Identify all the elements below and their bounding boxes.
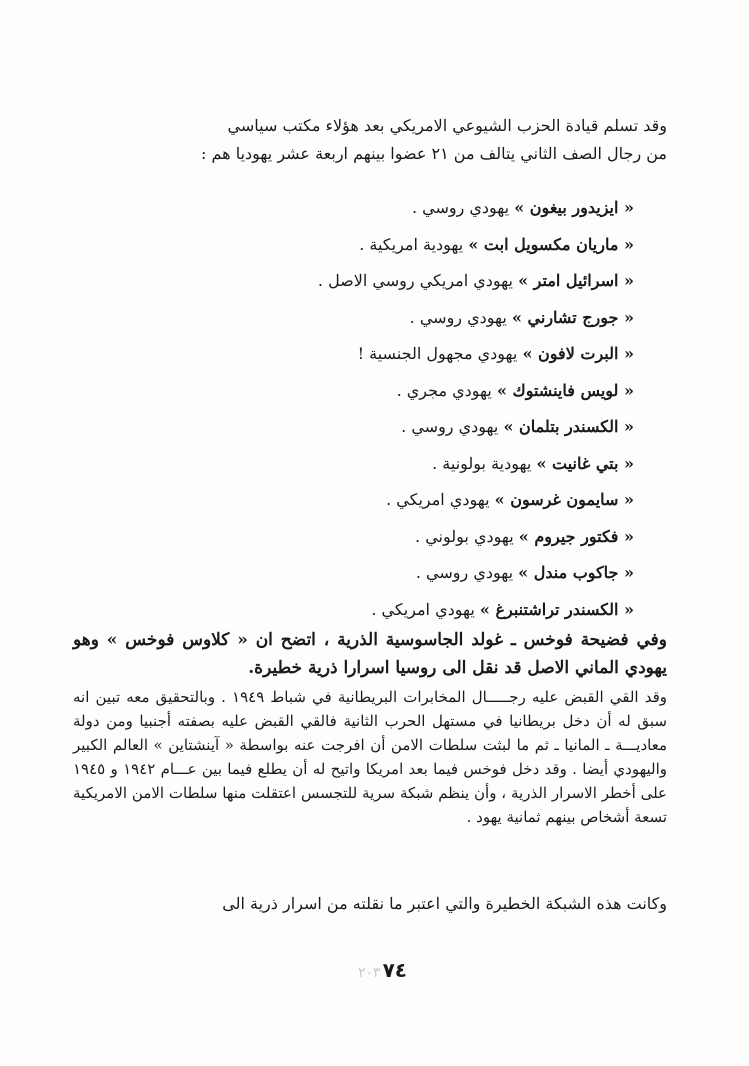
- member-name: « جاكوب مندل »: [518, 563, 634, 582]
- member-description: يهودي بولوني .: [415, 526, 514, 546]
- member-description: يهودي امريكي روسي الاصل .: [317, 271, 513, 290]
- list-item: [114, 373, 634, 410]
- member-name: « لويس فاينشتوك »: [496, 380, 634, 400]
- list-item: [114, 190, 634, 227]
- member-name: « جورج تشارني »: [511, 307, 634, 327]
- list-item: [114, 409, 634, 446]
- member-name: « ماريان مكسويل ابت »: [468, 234, 634, 254]
- member-name: « الكسندر تراشتنبرغ »: [479, 599, 634, 619]
- list-item: [114, 482, 634, 519]
- member-description: يهودي مجهول الجنسية !: [357, 344, 518, 363]
- member-name: « اسرائيل امتر »: [518, 271, 634, 290]
- intro-line-2: من رجال الصف الثاني يتالف من ٢١ عضوا بينهم اربعة عشر يهوديا هم :: [201, 144, 667, 163]
- member-name: « الكسندر بتلمان »: [503, 417, 634, 436]
- page-number-value: ٧٤: [382, 958, 407, 982]
- member-description: يهودي روسي .: [415, 563, 514, 582]
- fuchs-paragraph-bold: وفي فضيحة فوخس ـ غولد الجاسوسية الذرية ، اتضح ان « كلاوس فوخس » وهو يهودي الماني الاصل قد نقل الى روسيا اسرارا ذرية خطيرة.: [73, 630, 667, 678]
- member-description: يهودي روسي .: [401, 417, 499, 436]
- list-item: [114, 519, 634, 556]
- page-number-mark: ٢٠٣: [358, 965, 381, 981]
- member-description: يهودي امريكي .: [386, 490, 490, 509]
- members-list: [114, 190, 634, 628]
- list-item: [114, 263, 634, 300]
- member-name: « سايمون غرسون »: [494, 490, 634, 509]
- list-item: [114, 227, 634, 264]
- list-item: [114, 300, 634, 337]
- member-name: « ايزيدور بيغون »: [514, 198, 634, 217]
- list-item: [114, 555, 634, 592]
- member-description: يهودي روسي .: [411, 198, 510, 217]
- intro-paragraph: [77, 112, 667, 168]
- member-name: « البرت لافون »: [522, 344, 634, 363]
- list-item: [114, 592, 634, 629]
- network-paragraph: وكانت هذه الشبكة الخطيرة والتي اعتبر ما نقلته من اسرار ذرية الى: [222, 894, 667, 913]
- intro-line-1: وقد تسلم قيادة الحزب الشيوعي الامريكي بعد هؤلاء مكتب سياسي: [227, 116, 667, 135]
- member-name: « فكتور جيروم »: [518, 526, 634, 546]
- list-item: [114, 446, 634, 483]
- member-description: يهودية امريكية .: [359, 234, 464, 254]
- page-number: [358, 958, 418, 982]
- member-description: يهودي امريكي .: [371, 599, 475, 619]
- list-item: [114, 336, 634, 373]
- member-name: « بتي غانيت »: [536, 453, 634, 473]
- member-description: يهودي مجري .: [396, 380, 492, 400]
- fuchs-arrest-paragraph: وقد القي القبض عليه رجـــــال المخابرات البريطانية في شباط ١٩٤٩ . وبالتحقيق معه تبين انه سبق له أن دخل بريطانيا في مستهل الحرب الثانية فالقي القبض عليه بصفته أجنبيا ومن دولة معاديـــة ـ المانيا ـ ثم ما لبثت سلطات الامن أن افرجت عنه بواسطة « آينشتاين » العالم الكبير واليهودي أيضا . وقد دخل فوخس فيما بعد امريكا واتيح له أن يطلع فيما بين عـــام ١٩٤٢ و ١٩٤٥ على أخطر الاسرار الذرية ، وأن ينظم شبكة سرية للتجسس اعتقلت منها سلطات الامن الامريكية تسعة أشخاص بينهم ثمانية يهود .: [73, 688, 668, 826]
- member-description: يهودية بولونية .: [432, 453, 532, 473]
- member-description: يهودي روسي .: [409, 307, 507, 327]
